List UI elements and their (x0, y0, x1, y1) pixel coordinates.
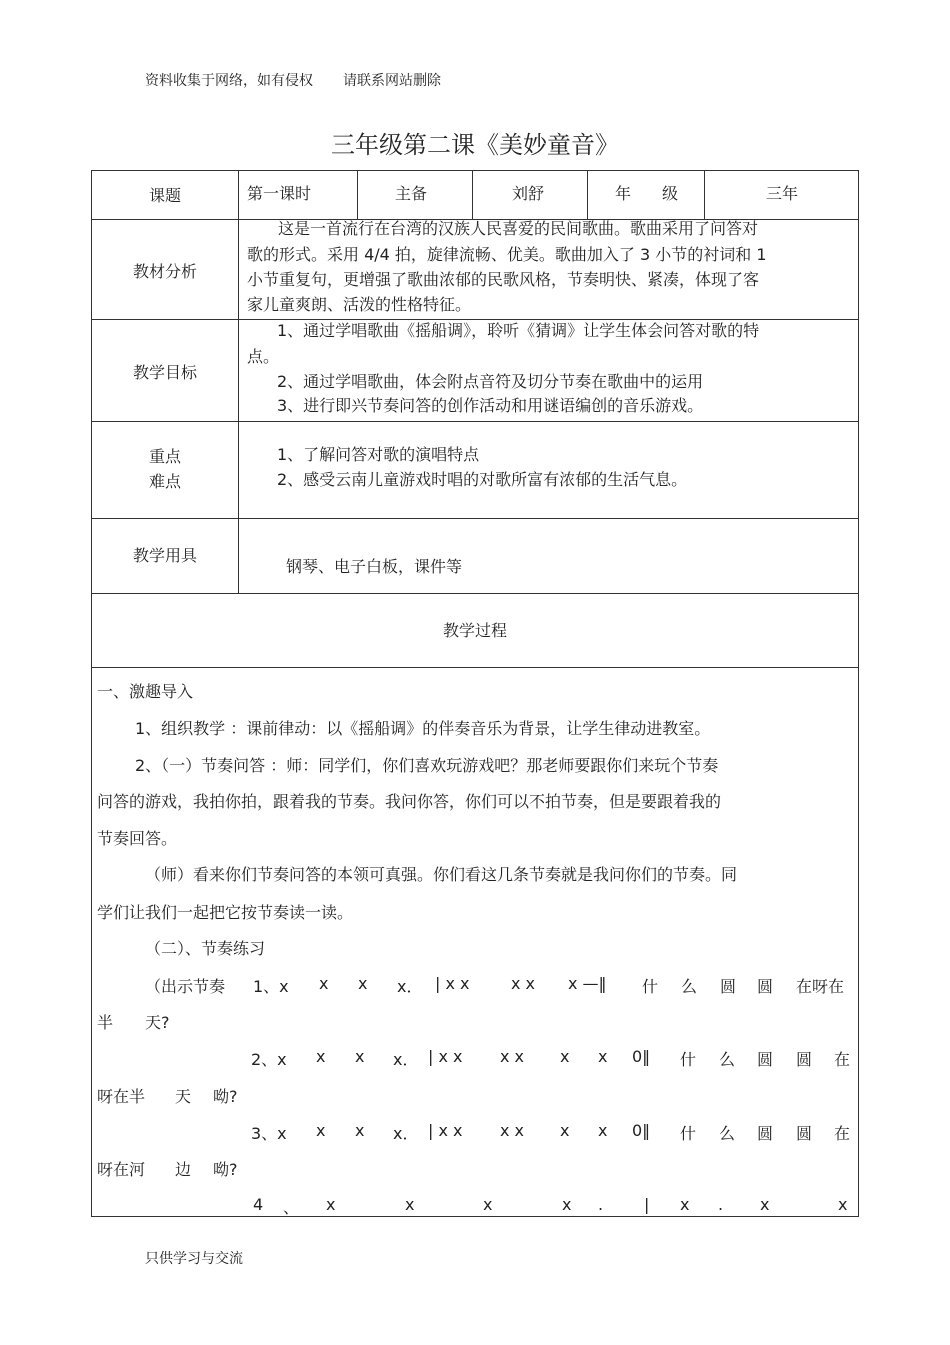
goal-line: 点。 (247, 347, 280, 366)
col-divider (238, 171, 239, 593)
rhythm-token: 在呀在 (796, 977, 845, 996)
row-divider (92, 667, 858, 668)
rhythm-token: 圆 (757, 1124, 774, 1143)
rhythm-lyric-2 (0, 1084, 950, 1106)
rhythm-token: x (358, 974, 368, 993)
col-divider (357, 171, 358, 219)
rhythm-token: x (838, 1195, 848, 1214)
rhythm-token: x x (500, 1047, 525, 1066)
rhythm-token: 0‖ (632, 1047, 651, 1066)
tools-label: 教学用具 (132, 546, 197, 565)
rhythm-token: | x x (428, 1121, 463, 1140)
rhythm-token: 3、x (251, 1124, 287, 1143)
rhythm-token: x． (393, 1124, 419, 1143)
rhythm-token: （出示节奏 (145, 977, 226, 996)
header-note-right: 请联系网站删除 (343, 73, 441, 89)
rhythm-token: x (355, 1121, 365, 1140)
rhythm-token: | x x (428, 1047, 463, 1066)
cell-grade-label-1: 年 (615, 184, 632, 203)
rhythm-token: x (319, 974, 329, 993)
rhythm-token: x (316, 1121, 326, 1140)
rhythm-token: x (760, 1195, 770, 1214)
tools-text: 钢琴、电子白板，课件等 (286, 557, 463, 576)
rhythm-token: x (326, 1195, 336, 1214)
rhythm-token: 什 (642, 977, 659, 996)
lyric-token: 天 (175, 1087, 192, 1106)
rhythm-token: | (644, 1195, 650, 1214)
process-line: （二）、节奏练习 (145, 939, 266, 958)
rhythm-token: 么 (719, 1124, 736, 1143)
process-line: 2、（一）节奏问答 ：师：同学们，你们喜欢玩游戏吧？那老师要跟你们来玩个节奏 (135, 756, 719, 775)
rhythm-token: x． (397, 977, 423, 996)
rhythm-token: x x (511, 974, 536, 993)
lyric-token: 半 (97, 1013, 114, 1032)
rhythm-token: 什 (680, 1124, 697, 1143)
keypoint-line: 2、感受云南儿童游戏时唱的对歌所富有浓郁的生活气息。 (277, 470, 688, 489)
rhythm-token: x —‖ (568, 974, 607, 993)
goal-line: 1、通过学唱歌曲《摇船调》，聆听《猜调》让学生体会问答对歌的特 (277, 321, 760, 340)
rhythm-token: 4 (253, 1195, 264, 1214)
goal-line: 3、进行即兴节奏问答的创作活动和用谜语编创的音乐游戏。 (277, 396, 704, 415)
rhythm-token: 么 (681, 977, 698, 996)
analysis-line: 小节重复句，更增强了歌曲浓郁的民歌风格，节奏明快、紧凑，体现了客 (247, 270, 760, 289)
analysis-label: 教材分析 (132, 262, 197, 281)
col-divider (587, 171, 588, 219)
cell-teacher-name: 刘舒 (512, 184, 545, 203)
rhythm-lyric-3 (0, 1157, 950, 1179)
goals-label: 教学目标 (132, 363, 197, 382)
row-divider (92, 518, 858, 519)
row-divider (92, 421, 858, 422)
rhythm-row-3 (0, 1121, 950, 1143)
process-line: 节奏回答。 (97, 829, 178, 848)
cell-lead-label: 主备 (395, 184, 428, 203)
lyric-token: 呀在半 (97, 1087, 146, 1106)
rhythm-lyric-1 (0, 1010, 950, 1032)
rhythm-token: 圆 (720, 977, 737, 996)
rhythm-token: x (562, 1195, 572, 1214)
process-line: （师）看来你们节奏问答的本领可真强。你们看这几条节奏就是我问你们的节奏。同 (145, 865, 738, 884)
rhythm-token: 什 (680, 1050, 697, 1069)
difficulty-label: 难点 (148, 472, 181, 491)
header-note-left: 资料收集于网络，如有侵权 (145, 73, 313, 89)
process-line: 问答的游戏，我拍你拍，跟着我的节奏。我问你答，你们可以不拍节奏，但是要跟着我的 (97, 792, 722, 811)
cell-lesson-period: 第一课时 (247, 184, 312, 203)
rhythm-token: 、 (283, 1198, 300, 1217)
rhythm-token: x． (393, 1050, 419, 1069)
rhythm-token: 么 (719, 1050, 736, 1069)
header-note (145, 70, 441, 90)
rhythm-token: 圆 (757, 1050, 774, 1069)
process-line: 学们让我们一起把它按节奏读一读。 (97, 903, 354, 922)
lyric-token: 呀在河 (97, 1160, 146, 1179)
rhythm-token: x (316, 1047, 326, 1066)
rhythm-token: 1、x (253, 977, 289, 996)
keypoint-label: 重点 (148, 447, 181, 466)
col-divider (704, 171, 705, 219)
rhythm-token: 在 (834, 1124, 851, 1143)
lyric-token: 呦? (213, 1160, 238, 1179)
rhythm-token: . (598, 1195, 604, 1214)
cell-grade-value: 三年 (766, 184, 799, 203)
rhythm-token: . (718, 1195, 724, 1214)
rhythm-token: x (680, 1195, 690, 1214)
process-title: 教学过程 (442, 621, 507, 640)
col-divider (472, 171, 473, 219)
cell-subject-label: 课题 (148, 186, 181, 205)
footer-note: 只供学习与交流 (145, 1251, 243, 1267)
cell-grade-label-2: 级 (662, 184, 679, 203)
analysis-line: 这是一首流行在台湾的汉族人民喜爱的民间歌曲。歌曲采用了问答对 (278, 219, 759, 238)
page-title: 三年级第二课《美妙童音》 (331, 131, 619, 159)
rhythm-row-2 (0, 1047, 950, 1069)
rhythm-token: | x x (435, 974, 470, 993)
rhythm-token: x (560, 1047, 570, 1066)
keypoint-line: 1、了解问答对歌的演唱特点 (277, 445, 480, 464)
rhythm-token: 圆 (757, 977, 774, 996)
rhythm-token: x (560, 1121, 570, 1140)
rhythm-token: x (598, 1047, 608, 1066)
rhythm-row-1 (0, 974, 950, 996)
rhythm-token: x (355, 1047, 365, 1066)
rhythm-token: x (405, 1195, 415, 1214)
rhythm-token: 圆 (796, 1124, 813, 1143)
analysis-line: 歌的形式。采用 4/4 拍，旋律流畅、优美。歌曲加入了 3 小节的衬词和 1 (247, 245, 767, 264)
rhythm-token: 圆 (796, 1050, 813, 1069)
rhythm-token: 0‖ (632, 1121, 651, 1140)
goal-line: 2、通过学唱歌曲，体会附点音符及切分节奏在歌曲中的运用 (277, 372, 704, 391)
lyric-token: 边 (175, 1160, 192, 1179)
rhythm-token: 在 (834, 1050, 851, 1069)
lyric-token: 呦? (213, 1087, 238, 1106)
analysis-line: 家儿童爽朗、活泼的性格特征。 (247, 295, 472, 314)
rhythm-row-4 (0, 1195, 950, 1217)
rhythm-token: x (483, 1195, 493, 1214)
process-line: 一、激趣导入 (97, 682, 194, 701)
lyric-token: 天? (145, 1013, 170, 1032)
row-divider (92, 593, 858, 594)
rhythm-token: x (598, 1121, 608, 1140)
rhythm-token: x x (500, 1121, 525, 1140)
rhythm-token: 2、x (251, 1050, 287, 1069)
process-line: 1、组织教学 ：课前律动：以《摇船调》的伴奏音乐为背景，让学生律动进教室。 (135, 719, 711, 738)
